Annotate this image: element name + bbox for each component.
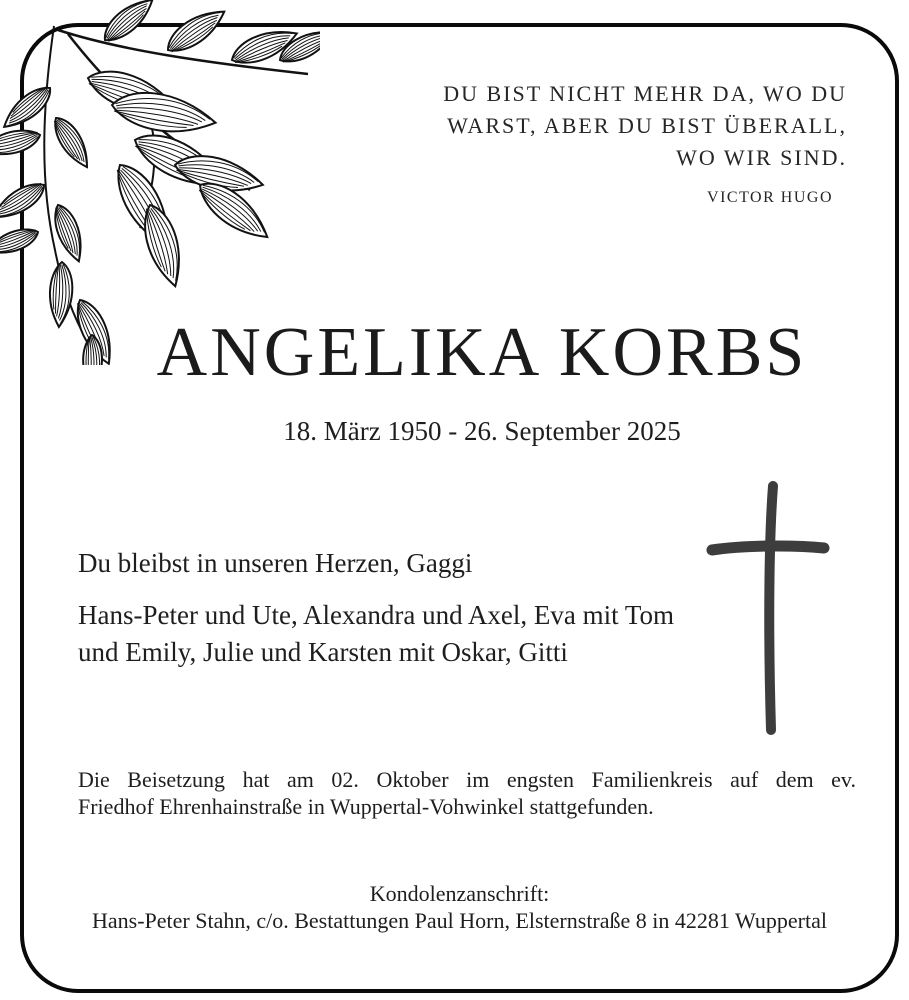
quote-block <box>407 78 847 174</box>
family-names-line: Hans-Peter und Ute, Alexandra und Axel, Eva mit Tom <box>78 600 674 630</box>
quote-line: DU BIST NICHT MEHR DA, WO DU <box>443 81 847 106</box>
deceased-name: ANGELIKA KORBS <box>156 314 808 391</box>
life-dates: 18. März 1950 - 26. September 2025 <box>283 416 681 446</box>
farewell-line: Du bleibst in unseren Herzen, Gaggi <box>78 548 473 578</box>
condolence-address: Hans-Peter Stahn, c/o. Bestattungen Paul Horn, Elsternstraße 8 in 42281 Wuppertal <box>92 908 827 933</box>
quote-line: WO WIR SIND. <box>676 145 847 170</box>
quote-line: WARST, ABER DU BIST ÜBERALL, <box>447 113 847 138</box>
family-names-line: und Emily, Julie und Karsten mit Oskar, Gitti <box>78 637 568 667</box>
family-names <box>78 597 674 671</box>
burial-line: Friedhof Ehrenhainstraße in Wuppertal-Vohwinkel stattgefunden. <box>78 794 654 819</box>
quote-attribution: VICTOR HUGO <box>707 189 833 206</box>
condolence-heading: Kondolenzanschrift: <box>369 881 550 906</box>
burial-line: Die Beisetzung hat am 02. Oktober im engsten Familienkreis auf dem ev. <box>78 767 856 792</box>
burial-notice <box>78 766 856 820</box>
memorial-cross-icon <box>700 468 835 743</box>
leaf-branch-icon <box>0 0 320 365</box>
